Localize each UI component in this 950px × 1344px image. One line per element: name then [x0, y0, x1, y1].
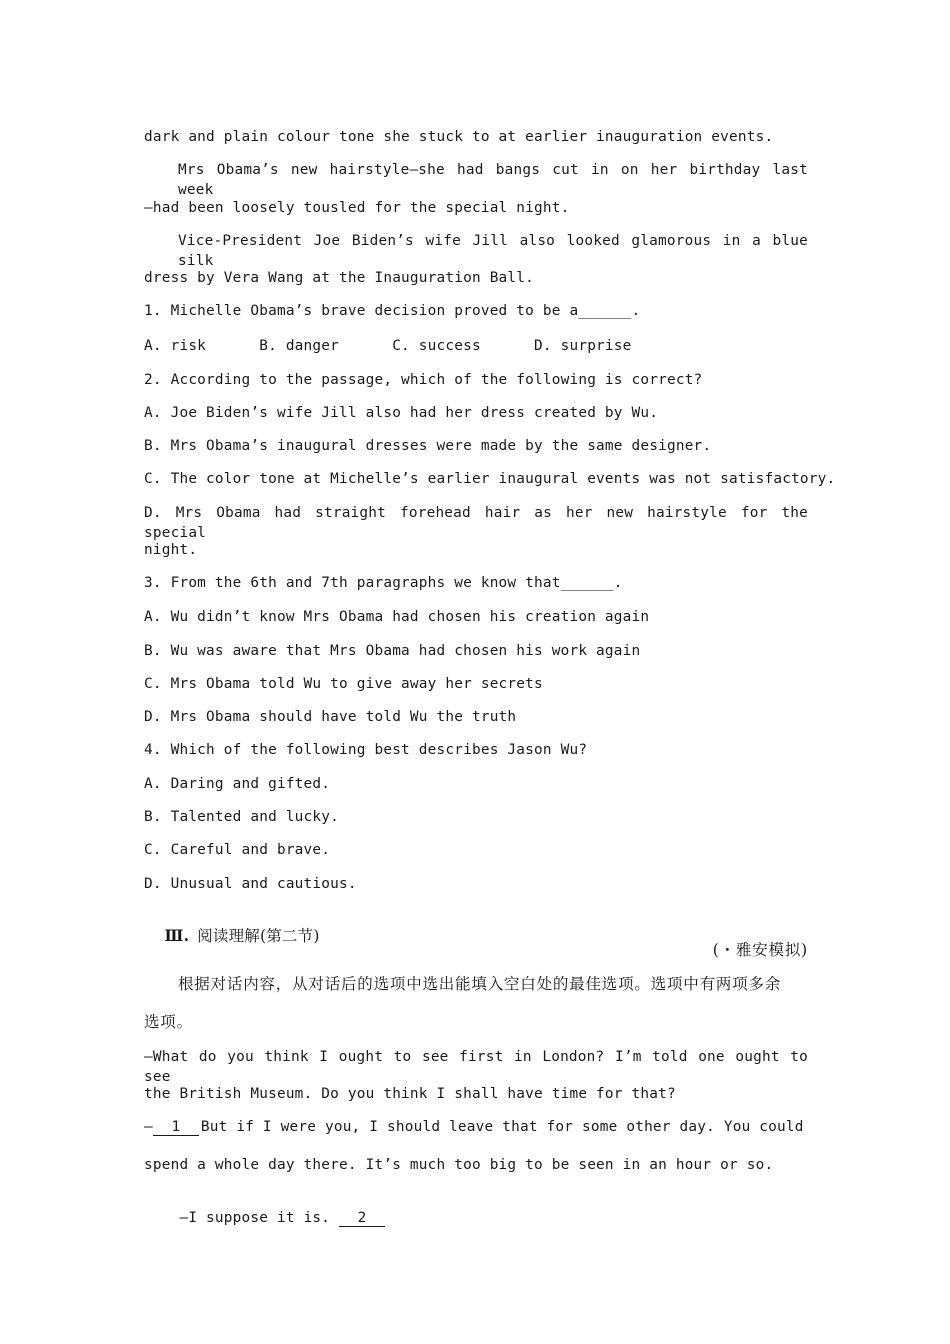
question-option: B. Wu was aware that Mrs Obama had chosen his work again	[144, 643, 641, 659]
question-option: A. Daring and gifted.	[144, 776, 331, 792]
question-stem: 1. Michelle Obama’s brave decision proved to be a______.	[144, 303, 641, 319]
passage-line: Mrs Obama’s new hairstyle—she had bangs cut in on her birthday last week	[178, 162, 808, 198]
instruction-line: 选项。	[144, 1013, 193, 1031]
instruction-line: 根据对话内容，从对话后的选项中选出能填入空白处的最佳选项。选项中有两项多余	[178, 975, 782, 993]
question-option: C. Mrs Obama told Wu to give away her secrets	[144, 676, 543, 692]
question-option: D. Unusual and cautious.	[144, 876, 357, 892]
passage-line: dress by Vera Wang at the Inauguration Ball.	[144, 270, 535, 286]
question-stem: 2. According to the passage, which of the following is correct?	[144, 372, 703, 388]
passage-line: Vice-President Joe Biden’s wife Jill also looked glamorous in a blue silk	[178, 233, 808, 269]
dialogue-line	[144, 1117, 808, 1137]
question-option: C. The color tone at Michelle’s earlier inaugural events was not satisfactory.	[144, 471, 836, 487]
question-stem: 3. From the 6th and 7th paragraphs we know that______.	[144, 575, 623, 591]
dialogue-dash: —	[144, 1119, 153, 1135]
section-number: Ⅲ.	[164, 926, 190, 945]
question-stem: 4. Which of the following best describes Jason Wu?	[144, 742, 588, 758]
question-options: A. risk B. danger C. success D. surprise	[144, 338, 632, 354]
question-option: C. Careful and brave.	[144, 842, 331, 858]
dialogue-line: —What do you think I ought to see first in London? I’m told one ought to see	[144, 1049, 808, 1085]
answer-blank[interactable]: 1	[153, 1119, 199, 1136]
question-option: A. Joe Biden’s wife Jill also had her dress created by Wu.	[144, 405, 659, 421]
dialogue-text: But if I were you, I should leave that for some other day. You could	[200, 1119, 804, 1135]
passage-line: —had been loosely tousled for the special night.	[144, 200, 570, 216]
passage-line: dark and plain colour tone she stuck to at earlier inauguration events.	[144, 129, 774, 145]
question-option: B. Mrs Obama’s inaugural dresses were made by the same designer.	[144, 438, 712, 454]
dialogue-line	[144, 1188, 808, 1248]
question-option: D. Mrs Obama should have told Wu the truth	[144, 709, 517, 725]
dialogue-text: —I suppose it is.	[179, 1210, 340, 1226]
question-option: night.	[144, 542, 198, 558]
dialogue-line: the British Museum. Do you think I shall have time for that?	[144, 1086, 676, 1102]
question-option: A. Wu didn’t know Mrs Obama had chosen his creation again	[144, 609, 650, 625]
section-title: 阅读理解(第二节)	[197, 927, 320, 945]
source-note: (・雅安模拟)	[712, 941, 808, 959]
question-option: D. Mrs Obama had straight forehead hair as her new hairstyle for the special	[144, 505, 808, 541]
question-option: B. Talented and lucky.	[144, 809, 340, 825]
answer-blank[interactable]: 2	[339, 1210, 385, 1227]
dialogue-line: spend a whole day there. It’s much too big to be seen in an hour or so.	[144, 1157, 774, 1173]
